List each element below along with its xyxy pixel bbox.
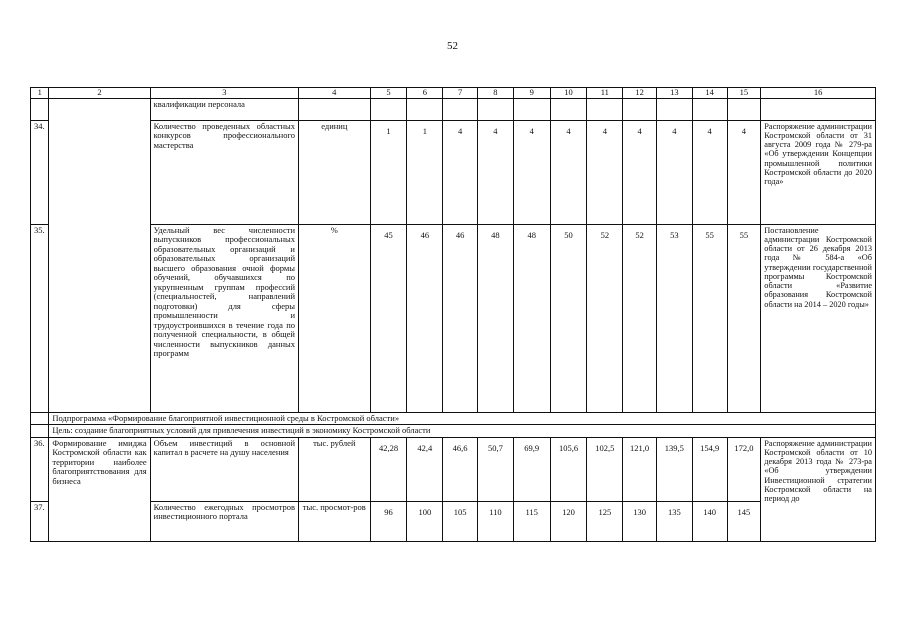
value-cell: 4 <box>478 120 514 224</box>
column-number: 7 <box>443 88 478 99</box>
value-cell: 50 <box>550 224 587 412</box>
value-cell: 55 <box>692 224 727 412</box>
value-cell: 53 <box>656 224 692 412</box>
row-number: 37. <box>31 501 49 541</box>
value-cell: 120 <box>550 501 587 541</box>
value-cell: 140 <box>692 501 727 541</box>
value-cell: 105,6 <box>550 437 587 501</box>
table-row <box>31 98 876 120</box>
value-cell: 145 <box>727 501 761 541</box>
value-cell: 105 <box>443 501 478 541</box>
value-cell: 46 <box>407 224 443 412</box>
value-cell: 139,5 <box>656 437 692 501</box>
value-cell: 130 <box>623 501 657 541</box>
indicator-cell: Объем инвестиций в основной капитал в расчете на душу населения <box>150 437 298 501</box>
value-cell: 46 <box>443 224 478 412</box>
value-cell: 154,9 <box>692 437 727 501</box>
unit-cell: тыс. рублей <box>299 437 371 501</box>
source-document-cell: Постановление администрации Костромской области от 26 декабря 2013 года № 584-а «Об утверждении государственной программы Костромской области «Развитие образования Костромской области на 2014 – 2020 годы» <box>761 224 876 412</box>
value-cell: 52 <box>587 224 623 412</box>
column-number: 6 <box>407 88 443 99</box>
value-cell: 135 <box>656 501 692 541</box>
value-cell: 4 <box>727 120 761 224</box>
value-cell: 48 <box>478 224 514 412</box>
value-cell: 115 <box>513 501 550 541</box>
indicator-cell: Количество ежегодных просмотров инвестиционного портала <box>150 501 298 541</box>
value-cell: 52 <box>623 224 657 412</box>
value-cell: 121,0 <box>623 437 657 501</box>
row-number: 35. <box>31 224 49 412</box>
page-number: 52 <box>447 40 458 52</box>
unit-cell: единиц <box>299 120 371 224</box>
value-cell: 102,5 <box>587 437 623 501</box>
value-cell: 4 <box>443 120 478 224</box>
task-cell-empty <box>49 98 150 412</box>
column-number: 16 <box>761 88 876 99</box>
value-cell: 4 <box>587 120 623 224</box>
column-number: 12 <box>623 88 657 99</box>
column-number: 5 <box>370 88 407 99</box>
subprogram-title: Подпрограмма «Формирование благоприятной инвестиционной среды в Костромской области» <box>49 412 876 425</box>
indicators-table <box>30 87 876 542</box>
column-number: 11 <box>587 88 623 99</box>
unit-cell: тыс. просмот-ров <box>299 501 371 541</box>
value-cell: 4 <box>550 120 587 224</box>
value-cell: 96 <box>370 501 407 541</box>
value-cell: 4 <box>656 120 692 224</box>
source-document-cell: Распоряжение администрации Костромской области от 10 декабря 2013 года № 273-ра «Об утверждении Инвестиционной стратегии Костромской области на период до <box>761 437 876 541</box>
value-cell: 4 <box>623 120 657 224</box>
indicator-cell: квалификации персонала <box>150 98 298 120</box>
indicator-cell: Удельный вес численности выпускников профессиональных образовательных организаций и образовательных организаций высшего образования очной формы обучений, обучавшихся по укрупненным группам профессий (специальностей, направлений подготовки) для сферы промышленности и трудоустроившихся в течение года по полученной специальности, в общей численности выпускников данных программ <box>150 224 298 412</box>
value-cell: 42,4 <box>407 437 443 501</box>
value-cell: 55 <box>727 224 761 412</box>
column-number: 14 <box>692 88 727 99</box>
value-cell: 110 <box>478 501 514 541</box>
value-cell: 45 <box>370 224 407 412</box>
column-number: 1 <box>31 88 49 99</box>
value-cell: 1 <box>370 120 407 224</box>
value-cell: 48 <box>513 224 550 412</box>
column-number: 15 <box>727 88 761 99</box>
indicator-cell: Количество проведенных областных конкурсов профессионального мастерства <box>150 120 298 224</box>
table-row <box>31 120 876 224</box>
column-number: 9 <box>513 88 550 99</box>
column-number: 8 <box>478 88 514 99</box>
value-cell: 42,28 <box>370 437 407 501</box>
value-cell: 4 <box>692 120 727 224</box>
value-cell: 46,6 <box>443 437 478 501</box>
value-cell: 69,9 <box>513 437 550 501</box>
value-cell: 50,7 <box>478 437 514 501</box>
value-cell: 172,0 <box>727 437 761 501</box>
unit-cell: % <box>299 224 371 412</box>
task-cell: Формирование имиджа Костромской области как территории наиболее благоприятствования для бизнеса <box>49 437 150 541</box>
row-number: 34. <box>31 120 49 224</box>
column-number: 3 <box>150 88 298 99</box>
value-cell: 100 <box>407 501 443 541</box>
goal-row <box>31 425 876 438</box>
value-cell: 125 <box>587 501 623 541</box>
table-row <box>31 224 876 412</box>
value-cell: 1 <box>407 120 443 224</box>
row-number: 36. <box>31 437 49 501</box>
column-number: 4 <box>299 88 371 99</box>
subprogram-row <box>31 412 876 425</box>
column-number-row <box>31 88 876 99</box>
column-number: 10 <box>550 88 587 99</box>
table-row <box>31 501 876 541</box>
value-cell: 4 <box>513 120 550 224</box>
goal-title: Цель: создание благоприятных условий для привлечения инвестиций в экономику Костромской области <box>49 425 876 438</box>
column-number: 13 <box>656 88 692 99</box>
table-row <box>31 437 876 501</box>
source-document-cell: Распоряжение администрации Костромской области от 31 августа 2009 года № 279-ра «Об утверждении Концепции промышленной политики Костромской области до 2020 года» <box>761 120 876 224</box>
column-number: 2 <box>49 88 150 99</box>
